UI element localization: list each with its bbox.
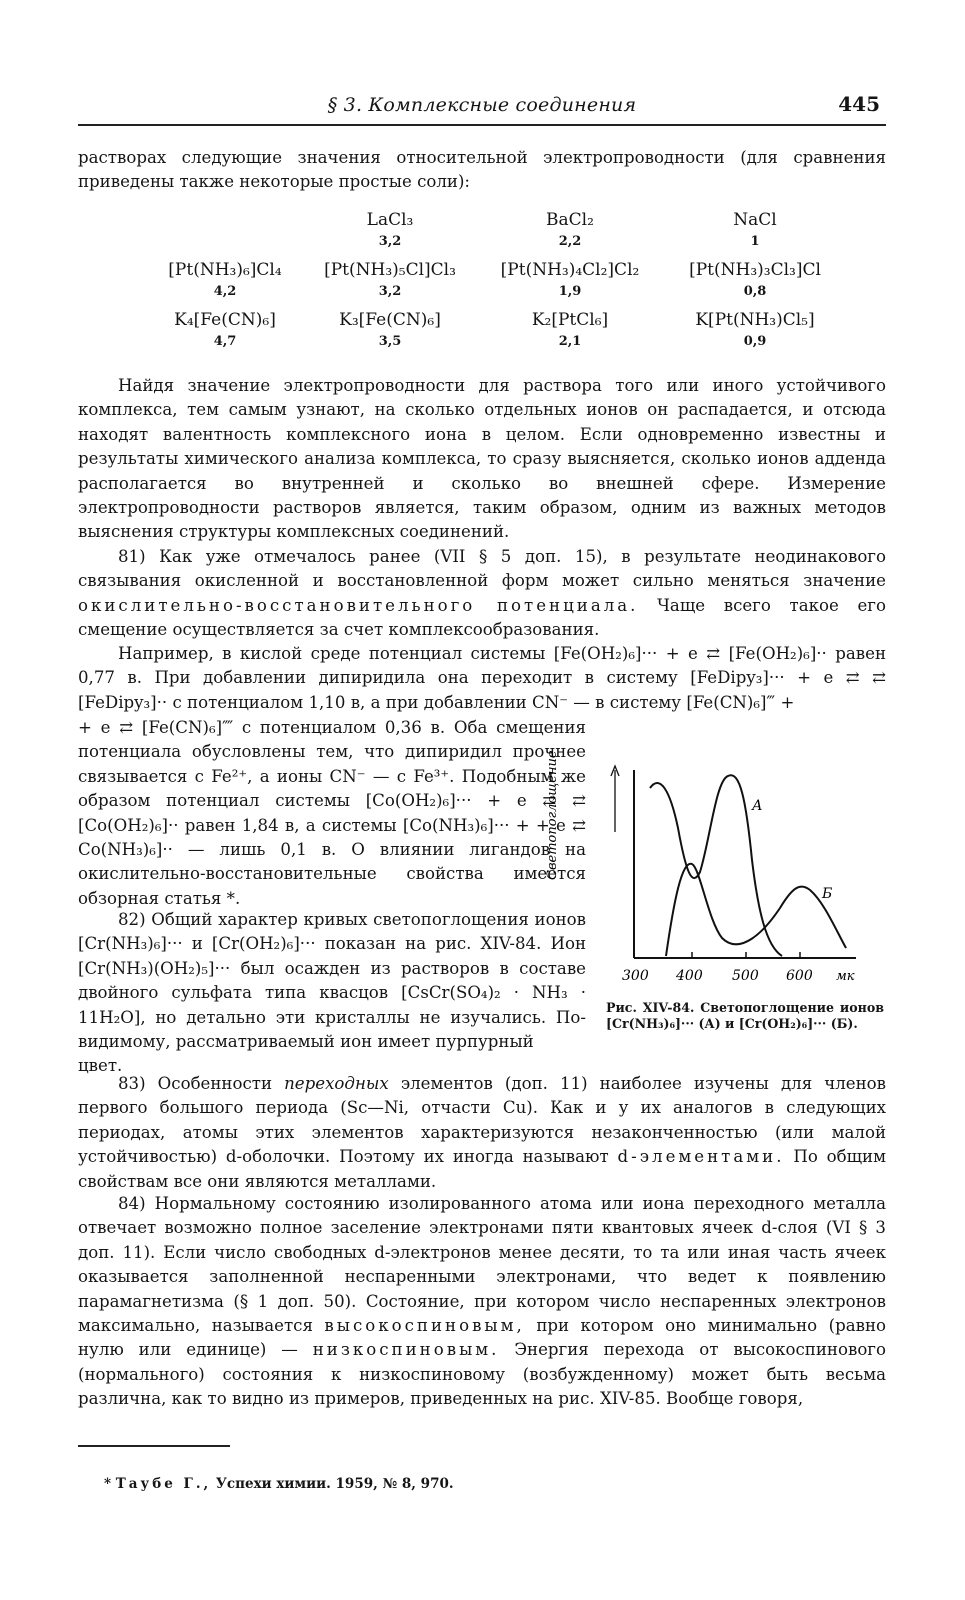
- paragraph-example-continued: + e ⇄ [Fe(CN)₆]⁗ с потенциалом 0,36 в. Оба смещения потенциала обусловлены тем, что дипиридил прочнее связывается с Fe²⁺, а ионы CN⁻ — с Fe³⁺. Подобным же образом потенциал системы [Co(OH₂)₆]··· + e ⇄ ⇄ [Co(OH₂)₆]·· равен 1,84 в, а системы [Co(NH₃)₆]··· + + e ⇄ Co(NH₃)₆]·· — лишь 0,1 в. О влиянии лигандов на окислительно-восстановительные свойства имеется обзорная статья *.: [78, 718, 586, 908]
- table-formula: [Pt(NH₃)₃Cl₃]Cl: [689, 260, 821, 280]
- table-value: 4,2: [213, 284, 237, 299]
- paragraph-84: [78, 1192, 886, 1412]
- paragraph-83: [78, 1072, 886, 1194]
- x-unit-label: мк: [836, 969, 855, 984]
- x-tick-label: 600: [786, 968, 813, 984]
- curve-a-label: А: [752, 798, 763, 814]
- paragraph-82: 82) Общий характер кривых светопоглощения ионов [Cr(NH₃)₆]··· и [Cr(OH₂)₆]··· показан на рис. XIV-84. Ион [Cr(NH₃)(OH₂)₅]··· был осажден из растворов в составе двойного сульфата типа квасцов [CsCr(SO₄)₂ · NH₃ · 11H₂O], но детально эти кристаллы не изучались. По-видимому, рассматриваемый ион имеет пурпурный: [78, 910, 586, 1052]
- paragraph-83-text: 83) Особенности: [118, 1074, 273, 1093]
- table-formula: [Pt(NH₃)₅Cl]Cl₃: [324, 260, 456, 280]
- footnote-marker: *: [104, 1476, 112, 1492]
- paragraph-84-low-spin: низкоспиновым.: [312, 1340, 500, 1360]
- table-row: [140, 210, 840, 249]
- paragraph-84-tail: Энергия перехода от высокоспинового (нормального) состояния к низкоспиновому (возбужденному) может быть весьма различна, как то видно из примеров, приведенных на рис. XIV-85. Вообще говоря,: [78, 1340, 886, 1409]
- x-tick-label: 400: [676, 968, 703, 984]
- table-row: [140, 260, 840, 299]
- footnote-rule: [78, 1445, 230, 1447]
- curve-b-label: Б: [822, 886, 833, 902]
- absorption-chart: [545, 750, 886, 1000]
- footnote-author: Таубе Г.,: [115, 1476, 212, 1492]
- paragraph-81: [78, 545, 886, 643]
- y-axis-label: Светопоглощение: [545, 750, 560, 880]
- paragraph-84-high-spin: высокоспиновым,: [324, 1316, 525, 1336]
- intro-paragraph: растворах следующие значения относительной электропроводности (для сравнения приведены также некоторые простые соли):: [78, 148, 886, 192]
- table-formula: [Pt(NH₃)₄Cl₂]Cl₂: [500, 260, 640, 280]
- paragraph-83-tail: По общим свойствам все они являются металлами.: [78, 1147, 887, 1191]
- table-value: 2,2: [558, 234, 582, 249]
- footnote: [104, 1476, 454, 1492]
- table-value: 1,9: [558, 284, 582, 299]
- table-value: 3,5: [378, 334, 402, 349]
- paragraph-84-mid: при котором оно минимально (равно нулю или единице) —: [78, 1316, 886, 1360]
- paragraph-83-body: элементов (доп. 11) наиболее изучены для членов первого большого периода (Sc—Ni, отчасти Cu). Как и у их аналогов в следующих периодах, атомы этих элементов характеризуются незаконченностью (или малой устойчивостью) d-оболочки. Поэтому их иногда называют: [78, 1074, 886, 1167]
- header-rule: [78, 124, 886, 126]
- paragraph-82-end: цвет.: [78, 1056, 123, 1075]
- table-value: 3,2: [378, 284, 402, 299]
- table-formula: [Pt(NH₃)₆]Cl₄: [168, 260, 282, 280]
- table-row: [140, 310, 840, 349]
- paragraph-81-emphasis: окислительно-восстановительного потенциала.: [78, 595, 639, 615]
- paragraph-conductivity: Найдя значение электропроводности для раствора того или иного устойчивого комплекса, тем самым узнают, на сколько отдельных ионов он распадается, и отсюда находят валентность комплексного иона в целом. Если одновременно известны и результаты химического анализа комплекса, то сразу выясняется, сколько ионов аддендa располагается во внутренней и сколько во внешней сфере. Измерение электропроводности растворов является, таким образом, одним из важных методов выяснения структуры комплексных соединений.: [78, 376, 886, 542]
- table-formula: K₄[Fe(CN)₆]: [174, 310, 276, 330]
- section-title: § 3. Комплексные соединения: [327, 94, 637, 116]
- table-value: 0,9: [743, 334, 767, 349]
- paragraph-example: Например, в кислой среде потенциал системы [Fe(OH₂)₆]··· + e ⇄ [Fe(OH₂)₆]·· равен 0,77 в. При добавлении дипиридила она переходит в систему [FeDipy₃]··· + e ⇄ ⇄ [FeDipy₃]·· с потенциалом 1,10 в, а при добавлении CN⁻ — в систему [Fe(CN)₆]‴ +: [78, 644, 886, 712]
- paragraph-81-tail: Чаще всего такое его смещение осуществляется за счет комплексообразования.: [78, 595, 886, 640]
- x-tick-label: 500: [732, 968, 759, 984]
- footnote-text: Успехи химии. 1959, № 8, 970.: [215, 1476, 454, 1492]
- table-formula: K₃[Fe(CN)₆]: [339, 310, 441, 330]
- paragraph-83-emphasis: d-элементами.: [617, 1147, 785, 1167]
- table-value: 1: [750, 234, 760, 249]
- paragraph-84-text: 84) Нормальному состоянию изолированного атома или иона переходного металла отвечает возможно полное заселение электронами пяти квантовых ячеек d-слоя (VI § 3 доп. 11). Если число свободных d-электронов менее десяти, то та или иная часть ячеек оказывается заполненной неспаренными электронами, что ведет к появлению парамагнетизма (§ 1 доп. 50). Состояние, при котором число неспаренных электронов максимально, называется: [78, 1194, 886, 1336]
- table-value: 0,8: [743, 284, 767, 299]
- table-value: 2,1: [558, 334, 582, 349]
- page-number: 445: [838, 92, 880, 116]
- table-value: 3,2: [378, 234, 402, 249]
- paragraph-83-italic: переходных: [284, 1074, 389, 1093]
- table-formula: K₂[PtCl₆]: [531, 310, 609, 330]
- table-formula: LaCl₃: [366, 210, 414, 230]
- table-formula: NaCl: [733, 210, 777, 230]
- table-value: 4,7: [213, 334, 237, 349]
- running-header: [78, 92, 886, 122]
- table-formula: K[Pt(NH₃)Cl₅]: [695, 310, 815, 330]
- paragraph-81-text: 81) Как уже отмечалось ранее (VII § 5 доп. 15), в результате неодинакового связывания окисленной и восстановленной форм может сильно меняться значение: [78, 547, 886, 591]
- figure-caption: Рис. XIV-84. Светопоглощение ионов [Cr(NH₃)₆]··· (А) и [Cr(OH₂)₆]··· (Б).: [606, 1000, 884, 1031]
- x-tick-label: 300: [622, 968, 649, 984]
- table-formula: BaCl₂: [546, 210, 594, 230]
